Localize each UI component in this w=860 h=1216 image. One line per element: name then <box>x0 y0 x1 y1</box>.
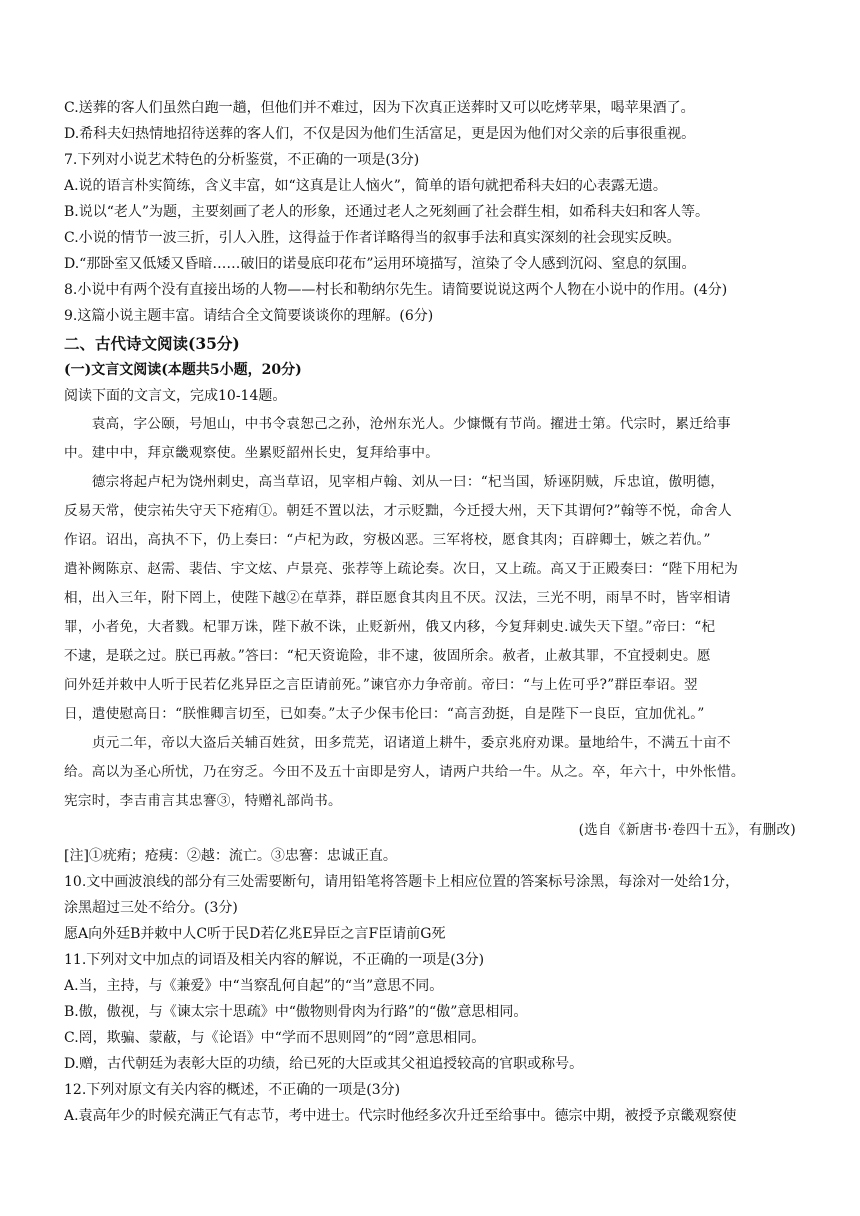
passage-line: 罪，小者免，大者戮。杞罪万诛，陛下赦不诛，止贬新州，俄又内移，今复拜刺史.诚失天下望。”帝曰：“杞 <box>64 619 716 635</box>
subsection-heading: (一)文言文阅读(本题共5小题，20分) <box>64 362 302 378</box>
question-10-cont: 涂黑超过三处不给分。(3分) <box>64 900 238 916</box>
passage-line: 作诏。诏出，高执不下，仍上奏曰：“卢杞为政，穷极凶恶。三军将校，愿食其肉；百辟卿士，嫉之若仇。” <box>64 532 711 548</box>
annotation-note: [注]①疣痏；疮痍：②越：流亡。③忠謇：忠诚正直。 <box>64 848 397 864</box>
question-10-options: 愿A向外廷B并敕中人C听于民D若亿兆E异臣之言F臣请前G死 <box>64 926 446 942</box>
question-12: 12.下列对原文有关内容的概述，不正确的一项是(3分) <box>64 1082 401 1098</box>
question-9: 9.这篇小说主题丰富。请结合全文简要谈谈你的理解。(6分) <box>64 308 434 324</box>
option-d-q7: D.“那卧室又低矮又昏暗……破旧的诺曼底印花布”运用环境描写，渲染了令人感到沉闷、窒息的氛围。 <box>64 256 696 272</box>
passage-line: 德宗将起卢杞为饶州刺史，高当草诏，见宰相卢翰、刘从一曰：“杞当国，矫诬阴贼，斥忠谊，傲明德， <box>64 474 725 490</box>
option-c-q7: C.小说的情节一波三折，引人入胜，这得益于作者详略得当的叙事手法和真实深刻的社会现实反映。 <box>64 230 681 246</box>
passage-line: 袁高，字公颐，号旭山，中书令袁恕己之孙，沧州东光人。少慷慨有节尚。擢进士第。代宗时，累迁给事 <box>64 416 731 432</box>
option-b-q7: B.说以“老人”为题，主要刻画了老人的形象，还通过老人之死刻画了社会群生相，如希科夫妇和客人等。 <box>64 204 710 220</box>
question-8: 8.小说中有两个没有直接出场的人物——村长和勒纳尔先生。请简要说说这两个人物在小说中的作用。(4分) <box>64 282 728 298</box>
option-a-q12: A.袁高年少的时候充满正气有志节，考中进士。代宗时他经多次升迁至给事中。德宗中期，被授予京畿观察使 <box>64 1108 737 1124</box>
passage-line: 日，遣使慰高日：“朕惟卿言切至，已如奏。”太子少保韦伦曰：“高言劲挺，自是陛下一良臣，宜加优礼。” <box>64 706 705 722</box>
passage-line: 遣补阙陈京、赵需、裴佶、宇文炫、卢景亮、张荐等上疏论奏。次日，又上疏。高又于正殿奏曰：“陛下用杞为 <box>64 561 739 577</box>
option-c-q11: C.罔，欺骗、蒙蔽，与《论语》中“学而不思则罔”的“罔”意思相同。 <box>64 1030 486 1046</box>
option-d-q6: D.希科夫妇热情地招待送葬的客人们，不仅是因为他们生活富足，更是因为他们对父亲的后事很重视。 <box>64 126 696 142</box>
passage-line: 不逮，是联之过。朕已再赦。”答曰：“杞天资诡险，非不逮，彼固所余。赦者，止赦其罪，不宜授刺史。愿 <box>64 648 711 664</box>
passage-line: 贞元二年，帝以大盗后关辅百姓贫，田多荒芜，诏诸道上耕牛，委京兆府劝课。量地给牛，不满五十亩不 <box>64 735 731 751</box>
question-11: 11.下列对文中加点的词语及相关内容的解说，不正确的一项是(3分) <box>64 952 485 968</box>
passage-line: 问外廷并敕中人听于民若亿兆异臣之言臣请前死。”谏官亦力争帝前。帝曰：“与上佐可乎?”群臣奉诏。翌 <box>64 677 698 693</box>
option-b-q11: B.傲，傲视，与《谏太宗十思疏》中“傲物则骨肉为行路”的“傲”意思相同。 <box>64 1004 528 1020</box>
passage-line: 反易天常，使宗祐失守天下疮痏①。朝廷不置以法，才示贬黜，今迁授大州，天下其谓何?”翰等不悦，命舍人 <box>64 503 732 519</box>
passage-line: 给。高以为圣心所忧，乃在穷乏。今田不及五十亩即是穷人，请两户共给一牛。从之。卒，年六十，中外怅惜。 <box>64 764 745 780</box>
passage-line: 相，出入三年，附下罔上，使陛下越②在草莽，群臣愿食其肉且不厌。汉法，三光不明，雨旱不时，皆宰相请 <box>64 590 731 606</box>
passage-line: 中。建中中，拜京畿观察使。坐累贬韶州长史，复拜给事中。 <box>64 445 440 461</box>
option-c-q6: C.送葬的客人们虽然白跑一趟，但他们并不难过，因为下次真正送葬时又可以吃烤苹果，喝苹果酒了。 <box>64 100 695 116</box>
reading-instruction: 阅读下面的文言文，完成10-14题。 <box>64 388 287 404</box>
section-heading: 二、古代诗文阅读(35分) <box>64 334 240 353</box>
option-a-q7: A.说的语言朴实简练，含义丰富，如“这真是让人恼火”，简单的语句就把希科夫妇的心表露无遗。 <box>64 178 667 194</box>
passage-line: 宪宗时，李吉甫言其忠謇③，特赠礼部尚书。 <box>64 793 342 809</box>
option-a-q11: A.当，主持，与《兼爱》中“当察乱何自起”的“当”意思不同。 <box>64 978 444 994</box>
question-7: 7.下列对小说艺术特色的分析鉴赏，不正确的一项是(3分) <box>64 152 420 168</box>
question-10: 10.文中画波浪线的部分有三处需要断句，请用铅笔将答题卡上相应位置的答案标号涂黑，每涂对一处给1分， <box>64 874 740 890</box>
option-d-q11: D.赠，古代朝廷为表彰大臣的功绩，给已死的大臣或其父祖追授较高的官职或称号。 <box>64 1056 584 1072</box>
passage-source: (选自《新唐书·卷四十五》，有删改) <box>578 822 796 838</box>
